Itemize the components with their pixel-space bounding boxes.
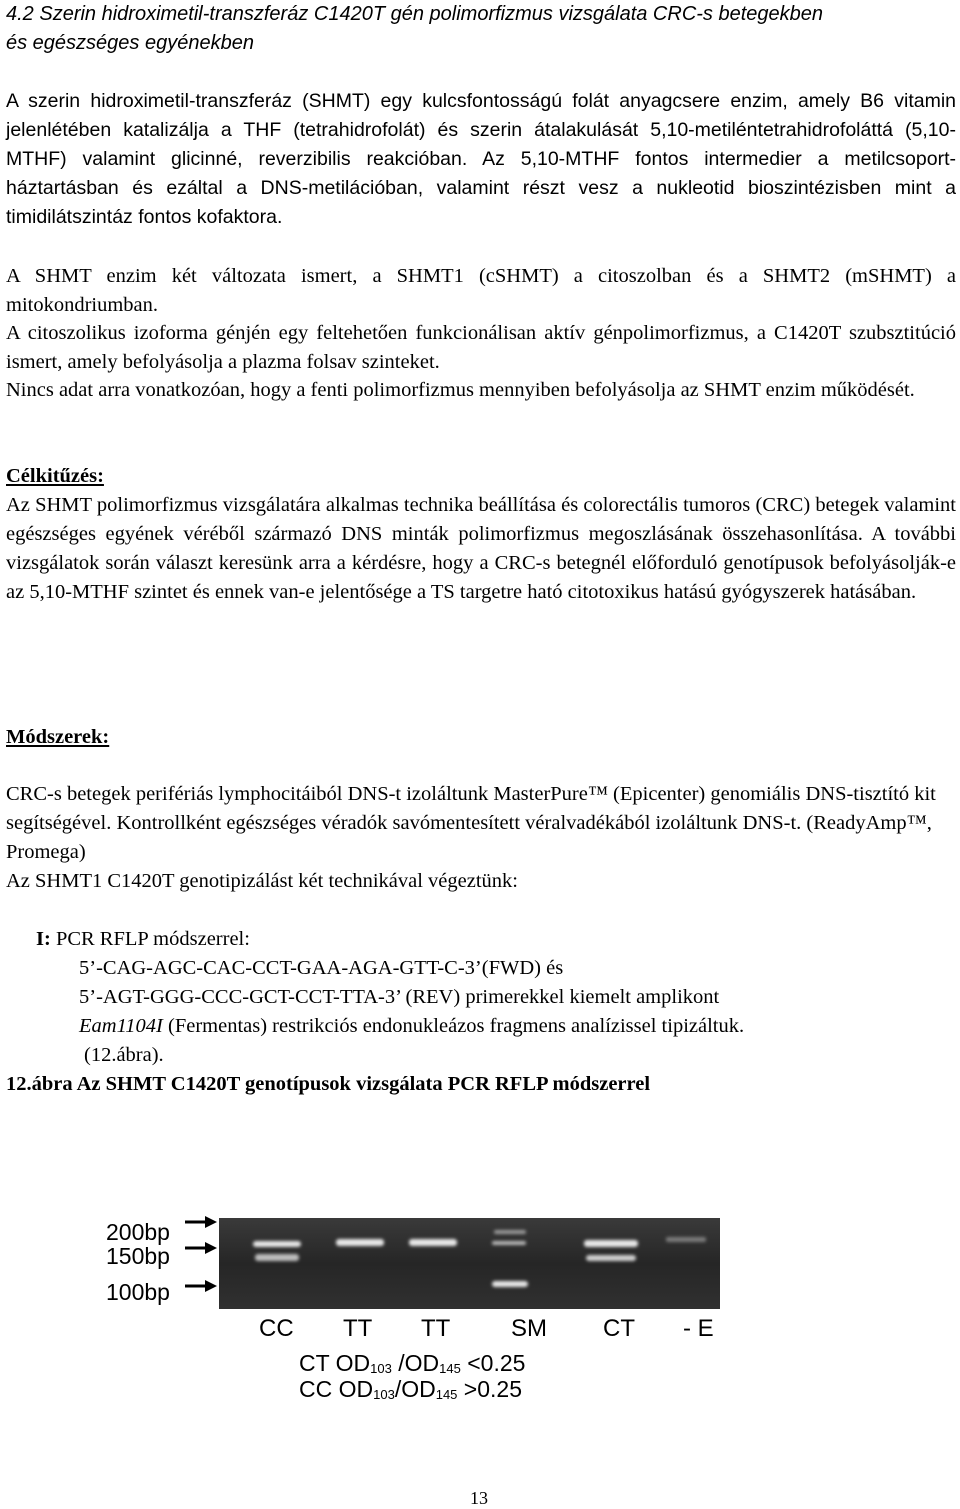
methods-paragraph-1 — [6, 780, 956, 867]
method-item-text: PCR RFLP módszerrel: — [50, 928, 250, 950]
section-title-line-2: és egészséges egyénekben — [6, 32, 254, 54]
legend-sub2: 145 — [439, 1361, 461, 1376]
methods-text-1: CRC-s betegek perifériás lymphocitáiból DNS-t izoláltunk MasterPure™ (Epicenter) genomiális DNS-tisztító kit segítségével. Kontrollként egészséges véradók savómentesített véralvadékából izoláltunk DNS-t. (ReadyAmp™, Promega) — [6, 783, 936, 863]
lane-label-4: SM — [511, 1315, 547, 1342]
lane-label-5: CT — [603, 1315, 635, 1342]
method-item-label: I: — [36, 928, 51, 950]
methods-heading: Módszerek: — [6, 726, 110, 748]
legend-relation: >0.25 — [457, 1376, 523, 1402]
figure-caption: 12.ábra Az SHMT C1420T genotípusok vizsgálata PCR RFLP módszerrel — [6, 1073, 651, 1095]
primer-forward: 5’-CAG-AGC-CAC-CCT-GAA-AGA-GTT-C-3’(FWD) és — [79, 957, 564, 979]
legend-sep: / — [391, 1350, 405, 1376]
marker-label-200bp: 200bp — [106, 1219, 170, 1245]
legend-od2: OD — [404, 1350, 440, 1376]
legend-sep: / — [394, 1376, 402, 1402]
legend-od1: OD — [335, 1350, 371, 1376]
legend-genotype: CC — [299, 1376, 333, 1402]
legend-sub1: 103 — [370, 1361, 392, 1376]
section-heading — [6, 0, 956, 58]
legend-genotype: CT — [299, 1350, 330, 1376]
enzyme-description: (Fermentas) restrikciós endonukleázos fragmens analízissel tipizáltuk. — [162, 1015, 745, 1037]
legend-od1: OD — [338, 1376, 374, 1402]
intro-text-3: A citoszolikus izoforma génjén egy feltehetően funkcionálisan aktív génpolimorfizmus, a C1420T szubsztitúció ismert, amely befolyásolja a plazma folsav szinteket. — [6, 322, 956, 373]
legend-sub1: 103 — [373, 1387, 395, 1402]
intro-paragraph-1 — [6, 87, 956, 232]
enzyme-line — [79, 1012, 744, 1041]
legend-row-ct — [299, 1350, 525, 1377]
goals-heading: Célkitűzés: — [6, 465, 104, 487]
lane-label-6: - E — [683, 1315, 714, 1342]
intro-text-4: Nincs adat arra vonatkozóan, hogy a fenti polimorfizmus mennyiben befolyásolja az SHMT enzim működését. — [6, 379, 915, 401]
lane-label-3: TT — [421, 1315, 451, 1342]
section-title-line-1: 4.2 Szerin hidroximetil-transzferáz C1420T gén polimorfizmus vizsgálata CRC-s betegekben — [6, 3, 824, 25]
enzyme-name: Eam1104I — [79, 1015, 163, 1037]
legend-od2: OD — [401, 1376, 436, 1402]
intro-paragraph-2 — [6, 262, 956, 320]
method-item-1 — [36, 925, 250, 954]
intro-text-1: A szerin hidroximetil-transzferáz (SHMT) egy kulcsfontosságú folát anyagcsere enzim, amely B6 vitamin jelenlétében katalizálja a THF (tetrahidrofolát) és szerin átalakulását 5,10-metiléntetrahidrofoláttá (5,10-MTHF) valamint glicinné, reverzibilis reakcióban. Az 5,10-MTHF fontos intermedier a metilcsoport-háztartásban és ezáltal a DNS-metilációban, valamint részt vesz a nukleotid bioszintézisben mint a timidilátszintáz fontos kofaktora. — [6, 90, 956, 228]
methods-text-2: Az SHMT1 C1420T genotipizálást két technikával végeztünk: — [6, 870, 518, 892]
goals-text: Az SHMT polimorfizmus vizsgálatára alkalmas technika beállítása és colorectális tumoros (CRC) betegek valamint egészséges egyének véréből származó DNS minták polimorfizmus megoszlásának összehasonlítása. A további vizsgálatok során választ keresünk arra a kérdésre, hogy a CRC-s betegnél előforduló genotípusok befolyásolják-e az 5,10-MTHF szintet és ennek van-e jelentősége a TS targetre ható citotoxikus hatású gyógyszerek hatásában. — [6, 494, 956, 603]
goals-paragraph — [6, 491, 956, 607]
marker-label-100bp: 100bp — [106, 1279, 170, 1305]
marker-label-150bp: 150bp — [106, 1243, 170, 1269]
lane-label-2: TT — [343, 1315, 373, 1342]
intro-text-2: A SHMT enzim két változata ismert, a SHMT1 (cSHMT) a citoszolban és a SHMT2 (mSHMT) a mitokondriumban. — [6, 265, 956, 316]
legend-sub2: 145 — [435, 1387, 458, 1402]
methods-paragraph-2 — [6, 867, 956, 896]
legend-relation: <0.25 — [460, 1350, 526, 1376]
figure-reference: (12.ábra). — [84, 1044, 164, 1066]
lane-label-1: CC — [259, 1315, 294, 1342]
marker-arrows-icon — [183, 1212, 219, 1302]
page-number: 13 — [470, 1488, 488, 1508]
gel-electrophoresis-image — [219, 1218, 720, 1309]
primer-reverse: 5’-AGT-GGG-CCC-GCT-CCT-TTA-3’ (REV) primerekkel kiemelt amplikont — [79, 986, 720, 1008]
legend-row-cc — [299, 1376, 522, 1403]
intro-paragraph-3 — [6, 319, 956, 377]
intro-paragraph-4 — [6, 376, 956, 405]
